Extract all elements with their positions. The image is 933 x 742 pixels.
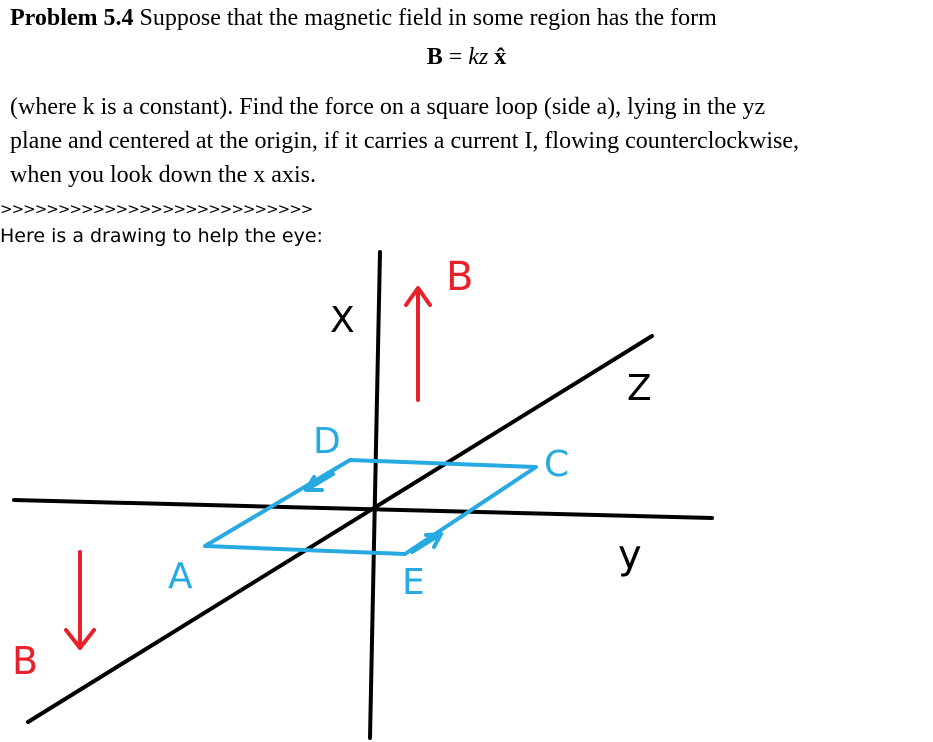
arrow-separator: >>>>>>>>>>>>>>>>>>>>>>>>>>> xyxy=(0,200,313,218)
x-axis-label: X xyxy=(330,300,355,341)
field-label-bottom: B xyxy=(12,639,39,683)
equation-lhs: B xyxy=(426,44,443,70)
y-axis-label: y xyxy=(618,532,642,578)
loop-arrow-e xyxy=(412,534,441,552)
field-arrow-down xyxy=(66,552,94,648)
problem-body-line-2: plane and centered at the origin, if it carries a current I, flowing counterclockwise, xyxy=(10,128,799,154)
corner-label-c: C xyxy=(544,444,570,485)
equation-rhs: kz xyxy=(468,44,489,70)
z-axis-line xyxy=(28,336,652,722)
corner-label-d: D xyxy=(313,421,341,462)
x-axis-line xyxy=(370,252,380,738)
problem-body-line-3: when you look down the x axis. xyxy=(10,162,316,188)
problem-number: Problem 5.4 xyxy=(10,5,134,31)
field-arrow-up xyxy=(406,288,430,400)
equation-equals: = xyxy=(442,44,469,70)
problem-body-line-1: (where k is a constant). Find the force on a square loop (side a), lying in the yz xyxy=(10,94,766,120)
problem-intro: Suppose that the magnetic field in some region has the form xyxy=(139,5,717,31)
z-axis-label: Z xyxy=(627,368,652,409)
corner-label-a: A xyxy=(168,556,193,597)
axes xyxy=(14,252,712,738)
helper-caption: Here is a drawing to help the eye: xyxy=(0,225,323,247)
field-label-top: B xyxy=(446,254,474,300)
equation-unit-vector: x̂ xyxy=(494,44,507,70)
corner-label-e: E xyxy=(402,562,425,603)
